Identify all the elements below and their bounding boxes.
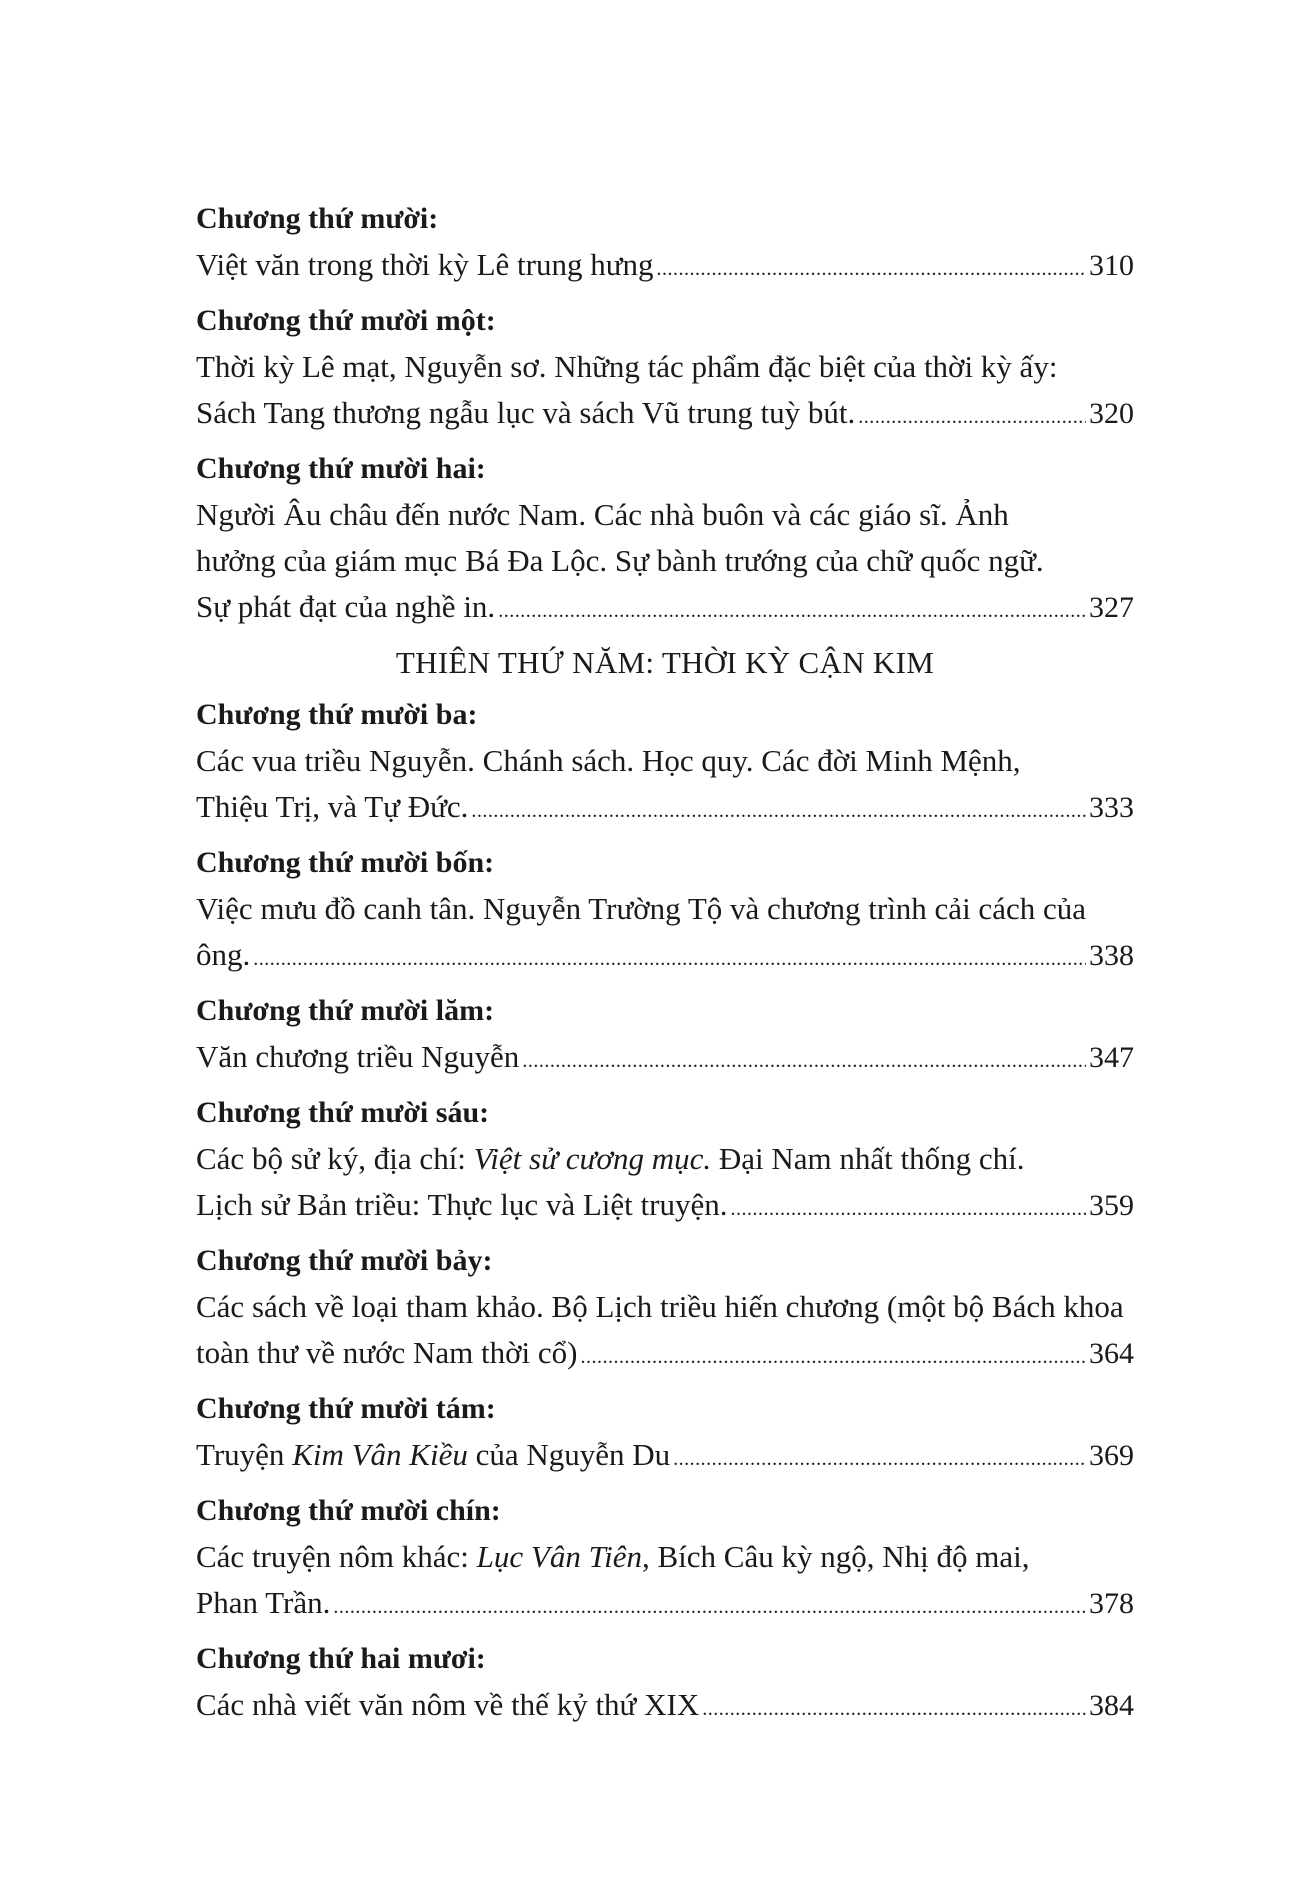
page-number: 327 — [1089, 591, 1134, 624]
entry-text-italic: Lục Vân Tiên — [476, 1539, 642, 1574]
dot-leader — [471, 788, 1086, 834]
toc-entry — [196, 1330, 1134, 1380]
page-number: 369 — [1089, 1439, 1134, 1472]
page-number: 347 — [1089, 1041, 1134, 1074]
dot-leader — [657, 246, 1086, 292]
dot-leader — [673, 1436, 1086, 1482]
entry-text: Sách Tang thương ngẫu lục và sách Vũ trung tuỳ bút. — [196, 395, 856, 430]
entry-text — [196, 1136, 1134, 1182]
table-of-contents — [196, 196, 1134, 1732]
page-number: 378 — [1089, 1587, 1134, 1620]
entry-text: toàn thư về nước Nam thời cổ) — [196, 1335, 578, 1370]
dot-leader — [580, 1334, 1086, 1380]
toc-entry — [196, 932, 1134, 982]
dot-leader — [253, 936, 1086, 982]
page-number: 320 — [1089, 397, 1134, 430]
entry-text: Việc mưu đồ canh tân. Nguyễn Trường Tộ và chương trình cải cách của — [196, 891, 1086, 926]
page-number: 364 — [1089, 1337, 1134, 1370]
chapter-heading: Chương thứ mười tám: — [196, 1392, 496, 1425]
entry-text-italic: Kim Vân Kiều — [292, 1437, 468, 1472]
chapter-heading: Chương thứ mười hai: — [196, 452, 486, 485]
entry-text: Các nhà viết văn nôm về thế kỷ thứ XIX — [196, 1687, 700, 1722]
toc-entry — [196, 242, 1134, 292]
toc-entry — [196, 1182, 1134, 1232]
page-number: 310 — [1089, 249, 1134, 282]
entry-text-part: , Bích Câu kỳ ngộ, Nhị độ mai, — [641, 1539, 1030, 1574]
page-number: 384 — [1089, 1689, 1134, 1722]
entry-text: Phan Trần. — [196, 1585, 331, 1620]
entry-text: Lịch sử Bản triều: Thực lục và Liệt truyện. — [196, 1187, 728, 1222]
entry-text-part: Truyện — [196, 1437, 293, 1472]
chapter-heading: Chương thứ mười: — [196, 202, 439, 235]
entry-text-part: Các bộ sử ký, địa chí: — [196, 1141, 474, 1176]
entry-text — [196, 1432, 670, 1478]
chapter-heading: Chương thứ mười lăm: — [196, 994, 495, 1027]
toc-entry — [196, 1580, 1134, 1630]
dot-leader — [522, 1038, 1086, 1084]
entry-text-part: Các truyện nôm khác: — [196, 1539, 477, 1574]
entry-text-part: Đại Nam nhất thống chí. — [711, 1141, 1025, 1176]
chapter-heading: Chương thứ mười ba: — [196, 698, 478, 731]
entry-text: Việt văn trong thời kỳ Lê trung hưng — [196, 247, 654, 282]
entry-text: Sự phát đạt của nghề in. — [196, 589, 496, 624]
dot-leader — [702, 1686, 1086, 1732]
entry-text-part: của Nguyễn Du — [467, 1437, 671, 1472]
dot-leader — [858, 394, 1086, 440]
page-number: 333 — [1089, 791, 1134, 824]
entry-text: Người Âu châu đến nước Nam. Các nhà buôn và các giáo sĩ. Ảnh — [196, 497, 1009, 532]
dot-leader — [730, 1186, 1086, 1232]
toc-entry — [196, 390, 1134, 440]
section-title: THIÊN THỨ NĂM: THỜI KỲ CẬN KIM — [395, 645, 935, 680]
chapter-heading: Chương thứ hai mươi: — [196, 1642, 486, 1675]
entry-text: Các vua triều Nguyễn. Chánh sách. Học quy. Các đời Minh Mệnh, — [196, 743, 1021, 778]
entry-text: ông. — [196, 937, 251, 972]
page-number: 359 — [1089, 1189, 1134, 1222]
toc-entry — [196, 1034, 1134, 1084]
entry-text: Thiệu Trị, và Tự Đức. — [196, 789, 469, 824]
toc-entry — [196, 1682, 1134, 1732]
chapter-heading: Chương thứ mười một: — [196, 304, 496, 337]
toc-entry — [196, 584, 1134, 634]
dot-leader — [498, 588, 1086, 634]
toc-entry — [196, 1432, 1134, 1482]
chapter-heading: Chương thứ mười bảy: — [196, 1244, 493, 1277]
chapter-heading: Chương thứ mười chín: — [196, 1494, 501, 1527]
entry-text: Thời kỳ Lê mạt, Nguyễn sơ. Những tác phẩm đặc biệt của thời kỳ ấy: — [196, 349, 1058, 384]
dot-leader — [333, 1584, 1086, 1630]
entry-text: Các sách về loại tham khảo. Bộ Lịch triều hiến chương (một bộ Bách khoa — [196, 1289, 1124, 1324]
toc-entry — [196, 784, 1134, 834]
entry-text: Văn chương triều Nguyễn — [196, 1039, 520, 1074]
page-number: 338 — [1089, 939, 1134, 972]
entry-text — [196, 1534, 1134, 1580]
entry-text: hưởng của giám mục Bá Đa Lộc. Sự bành trướng của chữ quốc ngữ. — [196, 543, 1044, 578]
chapter-heading: Chương thứ mười sáu: — [196, 1096, 490, 1129]
entry-text-italic: Việt sử cương mục. — [473, 1141, 712, 1176]
chapter-heading: Chương thứ mười bốn: — [196, 846, 495, 879]
